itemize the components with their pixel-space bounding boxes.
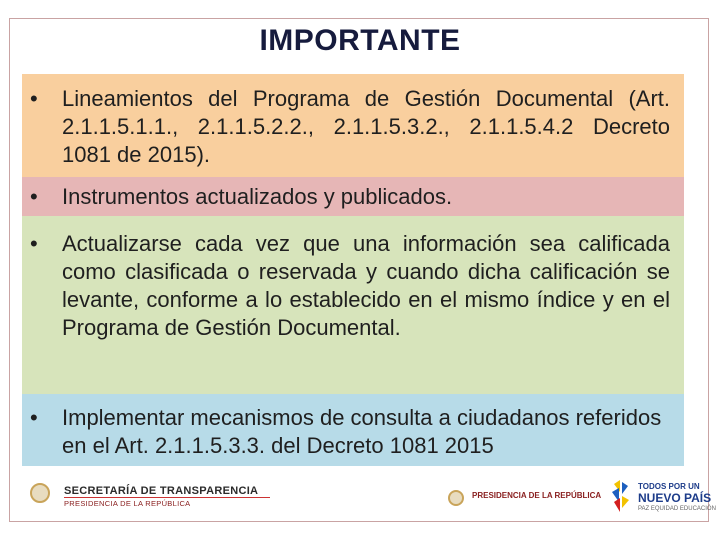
nuevo-pais-line-1: TODOS POR UN <box>638 482 700 491</box>
presidencia-text: PRESIDENCIA DE LA REPÚBLICA <box>472 491 602 500</box>
secretaria-transparencia-logo <box>30 483 259 508</box>
bullet-dot: • <box>30 231 38 256</box>
nuevo-pais-line-3: PAZ EQUIDAD EDUCACIÓN <box>638 506 716 512</box>
bullet-item-1 <box>22 85 684 169</box>
nuevo-pais-line-2: NUEVO PAÍS <box>638 491 712 505</box>
coat-of-arms-icon <box>30 483 50 503</box>
coat-of-arms-icon <box>448 490 464 506</box>
bullet-item-3 <box>22 230 684 342</box>
secretaria-title: SECRETARÍA DE TRANSPARENCIA <box>64 485 259 497</box>
nuevo-pais-logo <box>606 478 716 523</box>
bullet-text: Actualizarse cada vez que una información sea calificada como clasificada o reservada y cuando dicha calificación se levante, conforme a lo establecido en el mismo índice y en el Programa de Gestión Documental. <box>62 231 670 340</box>
bullet-dot: • <box>30 405 38 430</box>
presidencia-logo <box>448 489 602 507</box>
slide-title: IMPORTANTE <box>259 24 461 57</box>
bullet-text: Implementar mecanismos de consulta a ciudadanos referidos en el Art. 2.1.1.5.3.3. del Decreto 1081 2015 <box>62 405 662 458</box>
nuevo-pais-emblem-icon <box>606 478 636 518</box>
bullet-dot: • <box>30 184 38 209</box>
bullet-text: Lineamientos del Programa de Gestión Documental (Art. 2.1.1.5.1.1., 2.1.1.5.2.2., 2.1.1.5.3.2., 2.1.1.5.4.2 Decreto 1081 de 2015). <box>62 86 670 167</box>
bullet-item-2 <box>22 183 684 211</box>
bullet-dot: • <box>30 86 38 111</box>
logo-divider <box>64 497 270 498</box>
bullet-text: Instrumentos actualizados y publicados. <box>62 184 453 209</box>
bullet-item-4 <box>22 404 684 460</box>
secretaria-subtitle: PRESIDENCIA DE LA REPÚBLICA <box>64 499 191 508</box>
